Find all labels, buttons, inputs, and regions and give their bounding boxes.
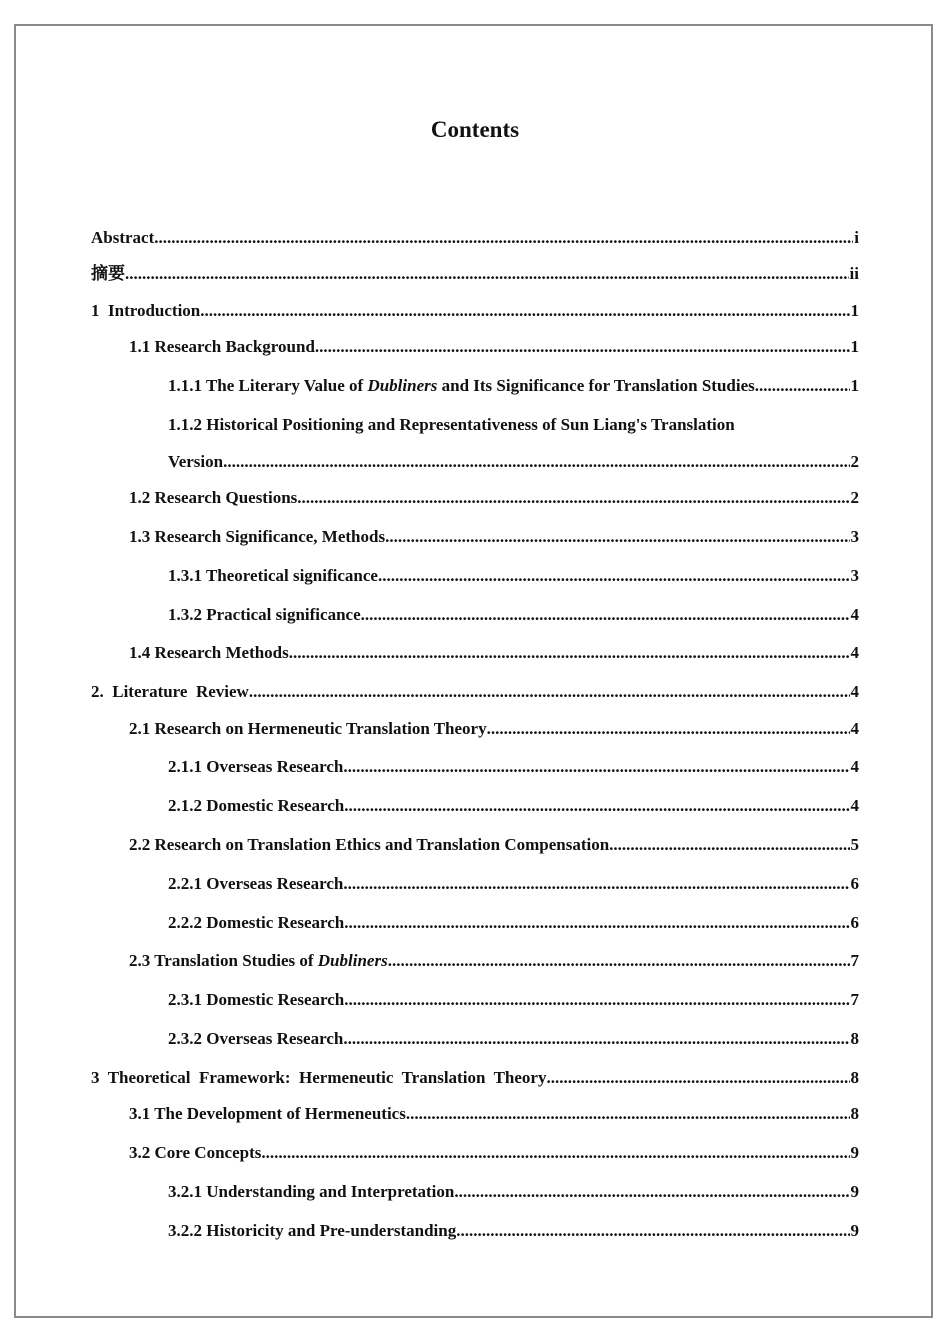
toc-leader-dots — [200, 299, 849, 323]
toc-entry-1-1-2-line1[interactable]: 1.1.2 Historical Positioning and Representativeness of Sun Liang's Translation — [168, 415, 735, 434]
toc-leader-dots — [343, 755, 849, 779]
toc-page-number: 1 — [850, 337, 859, 356]
toc-leader-dots — [546, 1066, 849, 1090]
toc-entry-literature-review[interactable] — [91, 680, 859, 704]
toc-entry-1-4[interactable] — [129, 641, 859, 665]
toc-page-number: 2 — [850, 452, 859, 471]
toc-page-number: i — [854, 228, 859, 247]
toc-leader-dots — [125, 262, 849, 286]
toc-entry-label-part: and Its Significance for Translation Studies — [437, 376, 755, 395]
toc-entry-label: Abstract — [91, 228, 155, 247]
toc-entry-chinese-abstract[interactable] — [91, 262, 859, 286]
toc-entry-label: 2.3.2 Overseas Research — [168, 1029, 344, 1048]
toc-entry-3-2[interactable] — [129, 1141, 859, 1165]
toc-entry-label-italic: Dubliners — [367, 376, 438, 395]
toc-entry-label: 1.3.1 Theoretical significance — [168, 566, 378, 585]
toc-leader-dots — [406, 1102, 850, 1126]
page-title: Contents — [430, 117, 520, 142]
toc-entry-1-2[interactable] — [129, 486, 859, 510]
toc-page-number: 8 — [850, 1029, 859, 1048]
toc-entry-1-3-1[interactable] — [168, 564, 859, 588]
toc-entry-label: 摘要 — [91, 264, 125, 283]
toc-page-number: 8 — [850, 1104, 859, 1123]
toc-page-number: 4 — [850, 719, 859, 738]
toc-entry-label: 1.3 Research Significance, Methods — [129, 527, 386, 546]
toc-entry-label: 2.1.2 Domestic Research — [168, 796, 345, 815]
toc-entry-label-part: 1.1.1 The Literary Value of — [168, 376, 368, 395]
toc-entry-label: 2.2.1 Overseas Research — [168, 874, 344, 893]
toc-leader-dots — [223, 450, 849, 474]
toc-page-number: ii — [849, 264, 859, 283]
toc-leader-dots — [154, 226, 853, 250]
toc-page-number: 4 — [850, 682, 859, 701]
toc-leader-dots — [755, 374, 850, 398]
toc-entry-3-2-2[interactable] — [168, 1219, 859, 1243]
toc-entry-label: 2.2.2 Domestic Research — [168, 913, 345, 932]
toc-entry-3-1[interactable] — [129, 1102, 859, 1126]
toc-entry-2-3-2[interactable] — [168, 1027, 859, 1051]
toc-entry-label: 3 Theoretical Framework: Hermeneutic Translation Theory — [91, 1068, 547, 1087]
toc-entry-label — [168, 374, 755, 398]
toc-page-number: 6 — [850, 913, 859, 932]
toc-entry-2-2[interactable] — [129, 833, 859, 857]
toc-leader-dots — [315, 335, 850, 359]
toc-leader-dots — [344, 988, 849, 1012]
toc-entry-label: 3.1 The Development of Hermeneutics — [129, 1104, 406, 1123]
toc-entry-label: 2. Literature Review — [91, 682, 249, 701]
toc-entry-label: 3.2.1 Understanding and Interpretation — [168, 1182, 455, 1201]
toc-page-number: 7 — [850, 951, 859, 970]
toc-entry-2-1[interactable] — [129, 717, 859, 741]
toc-leader-dots — [361, 603, 850, 627]
toc-page-number: 9 — [850, 1221, 859, 1240]
toc-entry-label: 1.2 Research Questions — [129, 488, 298, 507]
toc-page-number: 9 — [850, 1143, 859, 1162]
toc-page-number: 3 — [850, 566, 859, 585]
toc-page-number: 8 — [850, 1068, 859, 1087]
toc-page-number: 7 — [850, 990, 859, 1009]
toc-entry-label: 1 Introduction — [91, 301, 201, 320]
toc-entry-label: 1.4 Research Methods — [129, 643, 289, 662]
toc-leader-dots — [388, 949, 850, 973]
toc-leader-dots — [454, 1180, 849, 1204]
toc-page-number: 1 — [850, 376, 859, 395]
toc-page-number: 6 — [850, 874, 859, 893]
toc-entry-theoretical-framework[interactable] — [91, 1066, 859, 1090]
toc-leader-dots — [456, 1219, 849, 1243]
toc-entry-abstract[interactable] — [91, 226, 859, 250]
toc-entry-1-3[interactable] — [129, 525, 859, 549]
toc-entry-label — [129, 949, 388, 973]
toc-entry-label: 2.3.1 Domestic Research — [168, 990, 345, 1009]
toc-entry-2-1-1[interactable] — [168, 755, 859, 779]
toc-entry-1-1-2[interactable] — [168, 450, 859, 474]
toc-leader-dots — [385, 525, 849, 549]
toc-entry-label: 2.2 Research on Translation Ethics and Translation Compensation — [129, 835, 610, 854]
toc-entry-2-2-2[interactable] — [168, 911, 859, 935]
toc-leader-dots — [609, 833, 849, 857]
toc-entry-label: Version — [168, 452, 224, 471]
toc-entry-label: 1.3.2 Practical significance — [168, 605, 361, 624]
toc-entry-1-1-1[interactable] — [168, 374, 859, 398]
toc-leader-dots — [297, 486, 849, 510]
toc-leader-dots — [289, 641, 850, 665]
toc-entry-label-part: 2.3 Translation Studies of — [129, 951, 318, 970]
toc-leader-dots — [249, 680, 850, 704]
toc-entry-2-3-1[interactable] — [168, 988, 859, 1012]
toc-leader-dots — [261, 1141, 849, 1165]
toc-page-number: 2 — [850, 488, 859, 507]
toc-entry-2-2-1[interactable] — [168, 872, 859, 896]
toc-entry-1-1[interactable] — [129, 335, 859, 359]
toc-page-number: 9 — [850, 1182, 859, 1201]
toc-page-number: 4 — [850, 757, 859, 776]
toc-entry-label: 2.1 Research on Hermeneutic Translation Theory — [129, 719, 487, 738]
toc-page-number: 1 — [850, 301, 859, 320]
toc-entry-label-italic: Dubliners — [317, 951, 388, 970]
toc-entry-label: 1.1 Research Background — [129, 337, 315, 356]
toc-entry-label: 2.1.1 Overseas Research — [168, 757, 344, 776]
toc-entry-introduction[interactable] — [91, 299, 859, 323]
toc-entry-label: 3.2.2 Historicity and Pre-understanding — [168, 1221, 457, 1240]
toc-page-number: 4 — [850, 796, 859, 815]
toc-entry-label: 3.2 Core Concepts — [129, 1143, 262, 1162]
toc-page-number: 4 — [850, 605, 859, 624]
toc-leader-dots — [344, 794, 849, 818]
toc-leader-dots — [344, 911, 849, 935]
toc-page-number: 3 — [850, 527, 859, 546]
toc-entry-1-3-2[interactable] — [168, 603, 859, 627]
toc-entry-2-3[interactable] — [129, 949, 859, 973]
toc-leader-dots — [343, 1027, 849, 1051]
toc-page-number: 5 — [850, 835, 859, 854]
toc-entry-3-2-1[interactable] — [168, 1180, 859, 1204]
toc-leader-dots — [343, 872, 849, 896]
toc-page-number: 4 — [850, 643, 859, 662]
toc-entry-2-1-2[interactable] — [168, 794, 859, 818]
toc-leader-dots — [378, 564, 850, 588]
toc-leader-dots — [487, 717, 850, 741]
